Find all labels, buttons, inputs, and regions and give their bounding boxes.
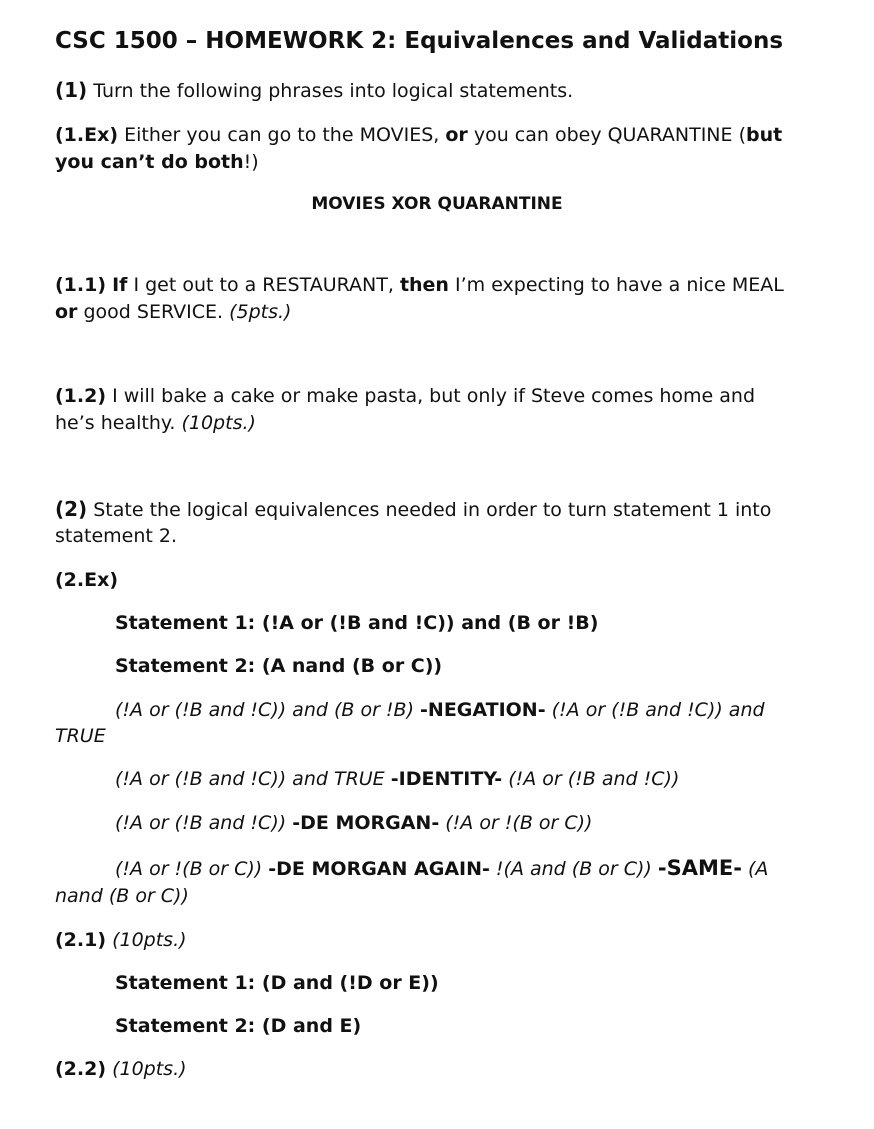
step-2 (115, 766, 874, 792)
question-number: (2.1) (55, 929, 107, 951)
step-4-line-2: nand (B or C)) (55, 885, 189, 907)
page-title: CSC 1500 – HOMEWORK 2: Equivalences and Validations (55, 28, 784, 54)
expression: (!A or !(B or C)) (439, 812, 593, 834)
expression: (!A or (!B and !C)) (502, 768, 680, 790)
question-1 (55, 77, 825, 104)
step-3 (115, 810, 874, 836)
expression: (A (741, 858, 769, 880)
question-1-2-line-1 (55, 383, 825, 409)
rule-de-morgan-again: -DE MORGAN AGAIN- (268, 858, 490, 880)
question-number: (1.Ex) (55, 124, 119, 146)
keyword-or: or (445, 124, 468, 146)
rule-de-morgan: -DE MORGAN- (292, 812, 440, 834)
example-2-statement-2: Statement 2: (A nand (B or C)) (115, 655, 443, 677)
question-text: I will bake a cake or make pasta, but only if Steve comes home and (106, 385, 756, 407)
keyword-but: but (745, 124, 783, 146)
question-number: (2) (55, 497, 88, 521)
points: (5pts.) (229, 301, 292, 323)
question-2-1 (55, 927, 825, 953)
question-text: Either you can go to the MOVIES, (118, 124, 446, 146)
question-text: good SERVICE. (77, 301, 230, 323)
example-2-label: (2.Ex) (55, 569, 119, 591)
rule-negation: -NEGATION- (420, 699, 546, 721)
question-2-1-statement-2: Statement 2: (D and E) (115, 1015, 362, 1037)
points: (10pts.) (106, 1058, 187, 1080)
question-number: (2.2) (55, 1058, 107, 1080)
step-1-line-1 (115, 697, 874, 723)
question-text: he’s healthy. (55, 412, 182, 434)
question-2-line-1 (55, 496, 825, 523)
question-1-1-line-2 (55, 299, 825, 325)
example-1-line-2 (55, 149, 825, 175)
question-2-2 (55, 1056, 825, 1082)
keyword-both: you can’t do both (55, 151, 244, 173)
rule-identity: -IDENTITY- (390, 768, 503, 790)
question-2-1-statement-1: Statement 1: (D and (!D or E)) (115, 972, 439, 994)
keyword-then: then (399, 274, 449, 296)
keyword-if: If (112, 274, 128, 296)
question-text: I’m expecting to have a nice MEAL (448, 274, 784, 296)
example-1-answer: MOVIES XOR QUARANTINE (311, 194, 563, 214)
points: (10pts.) (106, 929, 187, 951)
question-number: (1) (55, 78, 88, 102)
question-text: I get out to a RESTAURANT, (127, 274, 400, 296)
question-text: you can obey QUARANTINE ( (467, 124, 746, 146)
example-1-line-1 (55, 122, 825, 148)
expression: (!A or (!B and !C)) and (B or !B) (115, 699, 421, 721)
expression: (!A or !(B or C)) (115, 858, 269, 880)
step-1-line-2: TRUE (55, 725, 106, 747)
rule-same: -SAME- (657, 856, 742, 880)
question-text: Turn the following phrases into logical statements. (87, 80, 574, 102)
expression: (!A or (!B and !C)) (115, 812, 293, 834)
question-text: State the logical equivalences needed in order to turn statement 1 into (87, 499, 772, 521)
expression: !(A and (B or C)) (489, 858, 658, 880)
expression: (!A or (!B and !C)) and TRUE (115, 768, 391, 790)
expression: (!A or (!B and !C)) and (545, 699, 765, 721)
keyword-or: or (55, 301, 78, 323)
question-2-line-2: statement 2. (55, 525, 177, 547)
question-number: (1.2) (55, 385, 107, 407)
question-number: (1.1) (55, 274, 107, 296)
question-text: !) (243, 151, 259, 173)
step-4-line-1 (115, 855, 874, 882)
question-1-2-line-2 (55, 410, 825, 436)
points: (10pts.) (181, 412, 256, 434)
question-1-1-line-1 (55, 272, 825, 298)
example-2-statement-1: Statement 1: (!A or (!B and !C)) and (B or !B) (115, 612, 599, 634)
